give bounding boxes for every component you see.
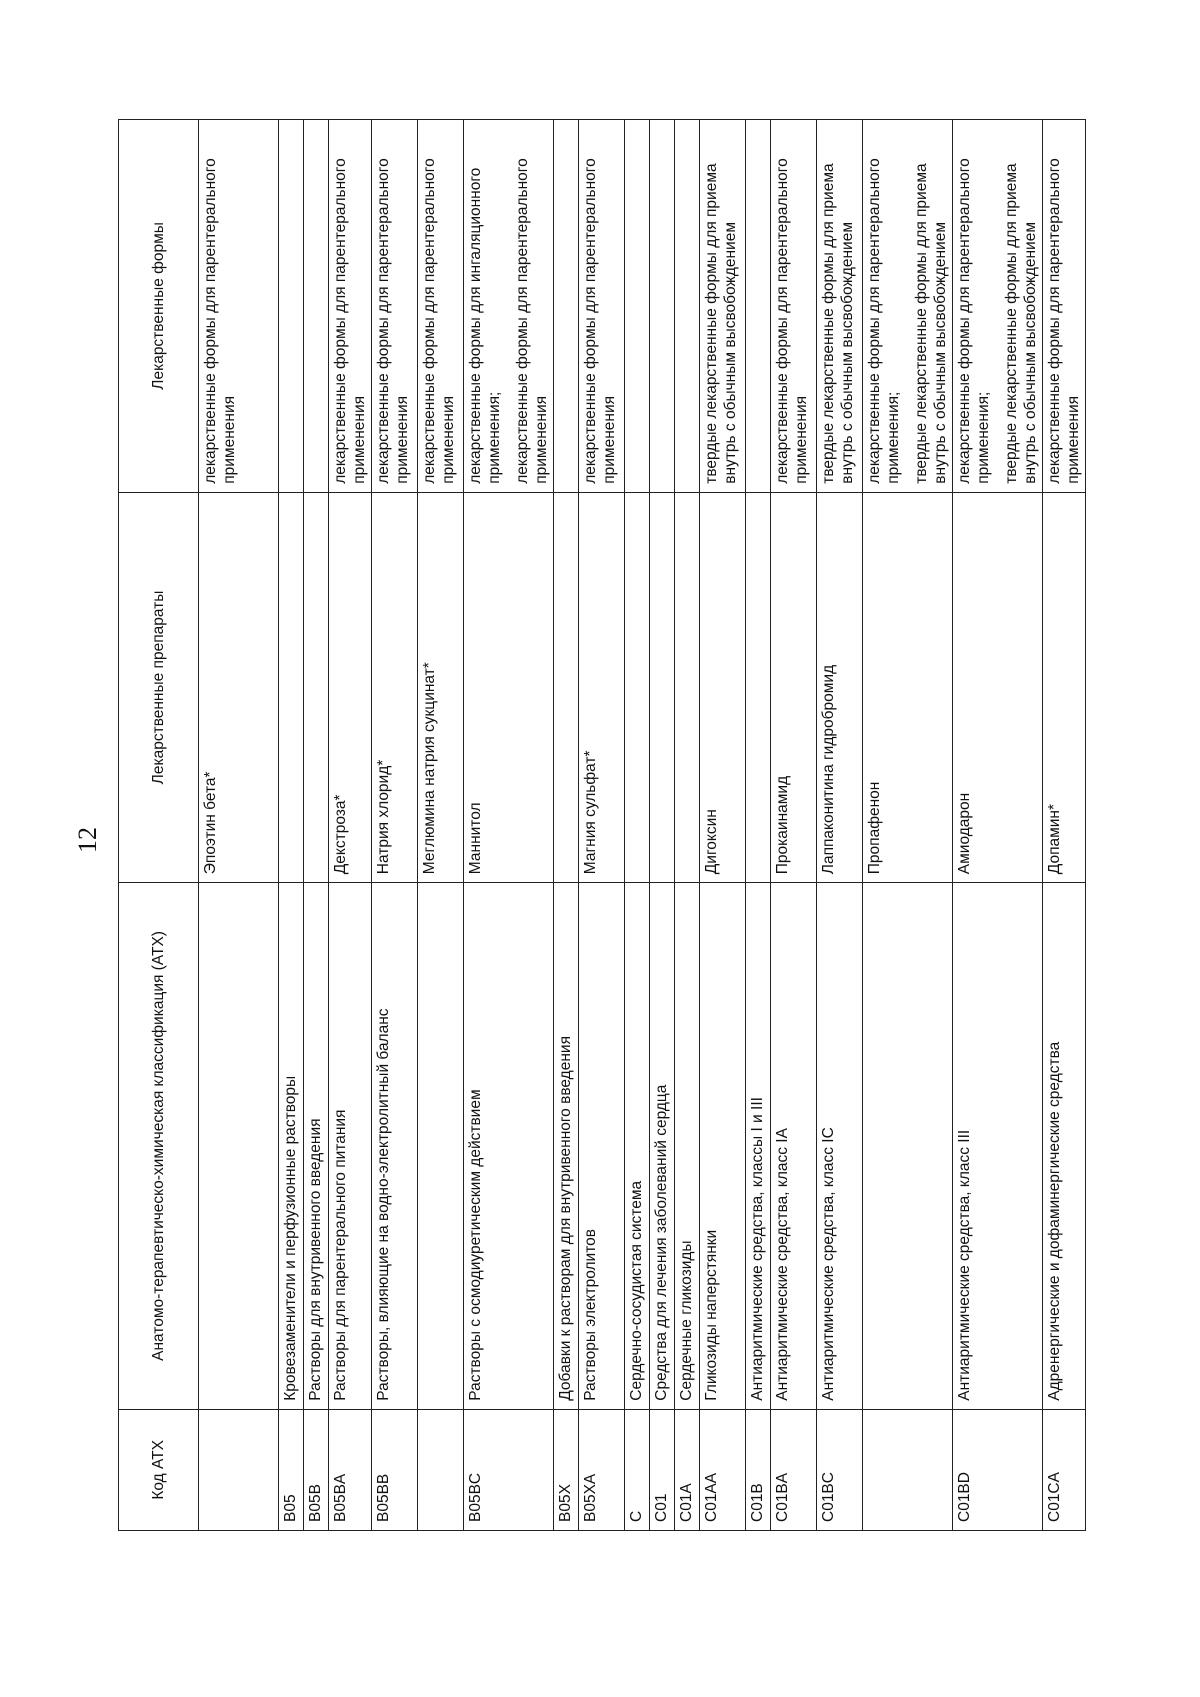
dosage-forms-cell (464, 120, 554, 493)
dosage-forms-cell (700, 120, 746, 493)
drug-name-cell: Эпоэтин бета* (199, 492, 279, 882)
table-row (953, 120, 1043, 1531)
table-row (675, 120, 700, 1531)
dosage-form-text: лекарственные формы для парентерального применения (774, 158, 810, 484)
atx-code-cell: B05BA (329, 1409, 372, 1530)
table-row (579, 120, 625, 1531)
atx-classification-cell: Добавки к растворам для внутривенного введения (554, 883, 579, 1410)
atx-code-cell: C01BC (817, 1409, 863, 1530)
dosage-forms-cell (199, 120, 279, 493)
dosage-form-text: лекарственные формы для ингаляционного применения; (467, 167, 503, 484)
atx-code-cell: C01 (650, 1409, 675, 1530)
drug-name-cell: Пропафенон (863, 492, 953, 882)
dosage-forms-cell (817, 120, 863, 493)
atx-code-cell: B05 (279, 1409, 304, 1530)
dosage-form-text: лекарственные формы для парентерального применения (582, 158, 618, 484)
header-drugs: Лекарственные препараты (119, 492, 199, 882)
drug-name-cell (554, 492, 579, 882)
atx-classification-cell: Антиаритмические средства, класс IC (817, 883, 863, 1410)
drug-name-cell: Маннитол (464, 492, 554, 882)
dosage-forms-cell (329, 120, 372, 493)
dosage-form-text: лекарственные формы для парентерального применения (514, 158, 550, 484)
drug-name-cell: Лаппаконитина гидробромид (817, 492, 863, 882)
table-row (700, 120, 746, 1531)
atx-classification-cell: Сердечно-сосудистая система (625, 883, 650, 1410)
atx-code-cell: C01B (746, 1409, 771, 1530)
form-spacer (504, 128, 513, 484)
table-row (746, 120, 771, 1531)
dosage-form-text: лекарственные формы для парентерального применения; (956, 158, 992, 484)
table-row (418, 120, 464, 1531)
table-header-row (119, 120, 199, 1531)
dosage-form-text: твердые лекарственные формы для приема внутрь с обычным высвобождением (913, 163, 949, 484)
dosage-form-text: твердые лекарственные формы для приема внутрь с обычным высвобождением (820, 163, 856, 484)
table-row (625, 120, 650, 1531)
table-row (771, 120, 817, 1531)
dosage-form-text: лекарственные формы для парентерального применения (375, 158, 411, 484)
drug-name-cell: Допамин* (1043, 492, 1086, 882)
dosage-form-text: лекарственные формы для парентерального применения (202, 158, 238, 484)
dosage-forms-cell (771, 120, 817, 493)
atx-classification-cell (418, 883, 464, 1410)
table-row (372, 120, 418, 1531)
dosage-form-text: твердые лекарственные формы для приема внутрь с обычным высвобождением (1003, 163, 1039, 484)
table-row (554, 120, 579, 1531)
dosage-forms-cell (675, 120, 700, 493)
table-row (650, 120, 675, 1531)
atx-classification-cell: Сердечные гликозиды (675, 883, 700, 1410)
dosage-form-text: лекарственные формы для парентерального применения; (866, 158, 902, 484)
dosage-forms-cell (418, 120, 464, 493)
atx-classification-cell: Растворы для парентерального питания (329, 883, 372, 1410)
dosage-forms-cell (304, 120, 329, 493)
table-row (817, 120, 863, 1531)
header-code: Код АТХ (119, 1409, 199, 1530)
dosage-form-text: твердые лекарственные формы для приема внутрь с обычным высвобождением (703, 163, 739, 484)
drug-name-cell (675, 492, 700, 882)
atx-classification-cell: Адренергические и дофаминергические средства (1043, 883, 1086, 1410)
atx-classification-cell: Растворы для внутривенного введения (304, 883, 329, 1410)
atx-code-cell: C01CA (1043, 1409, 1086, 1530)
drug-name-cell: Натрия хлорид* (372, 492, 418, 882)
dosage-forms-cell (863, 120, 953, 493)
dosage-form-text: лекарственные формы для парентерального применения (332, 158, 368, 484)
table-body (199, 120, 1086, 1531)
atx-code-cell: B05B (304, 1409, 329, 1530)
atx-code-cell (863, 1409, 953, 1530)
atx-code-cell: B05X (554, 1409, 579, 1530)
drug-name-cell (304, 492, 329, 882)
atx-code-cell: C01AA (700, 1409, 746, 1530)
table-row (304, 120, 329, 1531)
table-container (118, 119, 1082, 1531)
atx-classification-cell (863, 883, 953, 1410)
dosage-forms-cell (554, 120, 579, 493)
table-row (863, 120, 953, 1531)
atx-code-cell: C01BD (953, 1409, 1043, 1530)
form-spacer (993, 128, 1002, 484)
atx-classification-cell: Растворы с осмодиуретическим действием (464, 883, 554, 1410)
header-classification: Анатомо-терапевтическо-химическая классификация (АТХ) (119, 883, 199, 1410)
dosage-form-text: лекарственные формы для парентерального применения (1046, 158, 1082, 484)
atx-classification-cell: Гликозиды наперстянки (700, 883, 746, 1410)
drug-name-cell: Дигоксин (700, 492, 746, 882)
form-spacer (903, 128, 912, 484)
dosage-forms-cell (1043, 120, 1086, 493)
drug-name-cell (746, 492, 771, 882)
atx-classification-cell: Средства для лечения заболеваний сердца (650, 883, 675, 1410)
atx-code-cell: C01A (675, 1409, 700, 1530)
atx-classification-cell: Антиаритмические средства, класс IA (771, 883, 817, 1410)
table-row (279, 120, 304, 1531)
atx-classification-cell: Антиаритмические средства, классы I и III (746, 883, 771, 1410)
atx-code-cell: B05XA (579, 1409, 625, 1530)
atx-code-cell: B05BC (464, 1409, 554, 1530)
drug-name-cell (625, 492, 650, 882)
atx-classification-cell: Растворы электролитов (579, 883, 625, 1410)
dosage-forms-cell (953, 120, 1043, 493)
drug-name-cell: Магния сульфат* (579, 492, 625, 882)
atx-code-cell: C01BA (771, 1409, 817, 1530)
drug-table (118, 119, 1086, 1531)
drug-name-cell: Прокаинамид (771, 492, 817, 882)
atx-code-cell: C (625, 1409, 650, 1530)
dosage-form-text: лекарственные формы для парентерального применения (421, 158, 457, 484)
table-row (464, 120, 554, 1531)
table-row (329, 120, 372, 1531)
atx-classification-cell: Кровезаменители и перфузионные растворы (279, 883, 304, 1410)
drug-name-cell (279, 492, 304, 882)
dosage-forms-cell (279, 120, 304, 493)
dosage-forms-cell (746, 120, 771, 493)
table-row (199, 120, 279, 1531)
atx-classification-cell (199, 883, 279, 1410)
dosage-forms-cell (650, 120, 675, 493)
drug-name-cell: Меглюмина натрия сукцинат* (418, 492, 464, 882)
atx-code-cell (199, 1409, 279, 1530)
header-forms: Лекарственные формы (119, 120, 199, 493)
dosage-forms-cell (372, 120, 418, 493)
page-number: 12 (73, 827, 102, 853)
drug-name-cell: Амиодарон (953, 492, 1043, 882)
table-row (1043, 120, 1086, 1531)
atx-classification-cell: Антиаритмические средства, класс III (953, 883, 1043, 1410)
dosage-forms-cell (625, 120, 650, 493)
atx-classification-cell: Растворы, влияющие на водно-электролитный баланс (372, 883, 418, 1410)
atx-code-cell (418, 1409, 464, 1530)
drug-name-cell: Декстроза* (329, 492, 372, 882)
dosage-forms-cell (579, 120, 625, 493)
atx-code-cell: B05BB (372, 1409, 418, 1530)
drug-name-cell (650, 492, 675, 882)
